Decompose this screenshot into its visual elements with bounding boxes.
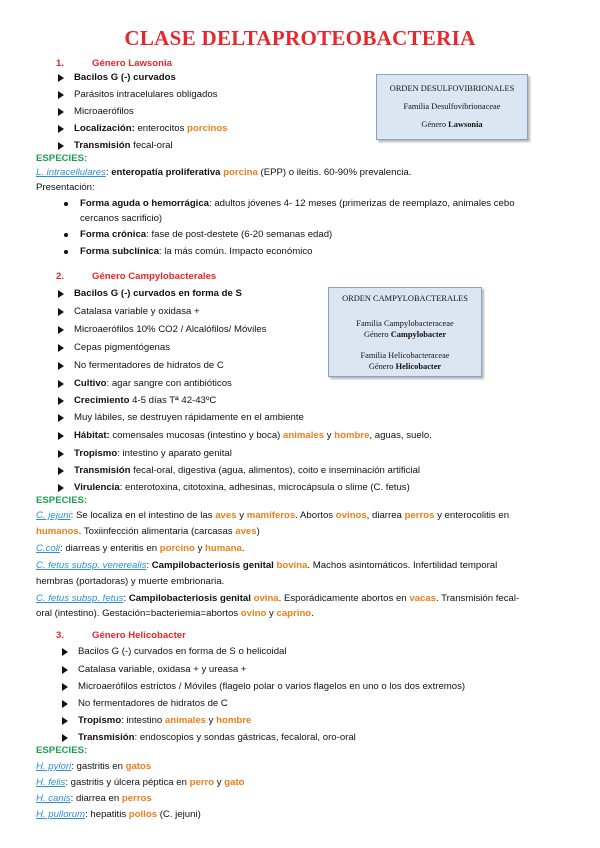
page-title: CLASE DELTAPROTEOBACTERIA (124, 26, 476, 50)
species-line: H. felis: gastritis y úlcera péptica en perro y gato (36, 777, 245, 788)
arrow-icon (58, 362, 64, 370)
arrow-icon (58, 326, 64, 334)
helico-bullet: Tropismo: intestino animales y hombre (78, 715, 252, 726)
arrow-icon (62, 683, 68, 691)
campy-bullet: Crecimiento 4-5 días Tª 42-43ºC (74, 395, 217, 406)
arrow-icon (58, 397, 64, 405)
arrow-icon (62, 700, 68, 708)
arrow-icon (58, 432, 64, 440)
species-paragraph: C. fetus subsp. venerealis: Campilobacteriosis genital bovina. Machos asintomáticos. Infertilidad temporal (36, 560, 498, 571)
box-genus: Género Helicobacter (368, 362, 442, 371)
campy-bullet: Hábitat: comensales mucosas (intestino y boca) animales y hombre, aguas, suelo. (74, 430, 432, 441)
campy-bullet: No fermentadores de hidratos de C (74, 360, 224, 371)
bullet-dot-icon (64, 250, 68, 254)
presentation-item: Forma subclínica: la más común. Impacto económico (80, 246, 313, 257)
arrow-icon (62, 734, 68, 742)
species-line: H. pylori: gastritis en gatos (36, 761, 152, 772)
arrow-icon (58, 484, 64, 492)
arrow-icon (58, 450, 64, 458)
species-line: L. intracellulares: enteropatía proliferativa porcina (EPP) o ileítis. 60-90% prevalencia. (36, 167, 412, 178)
box-family: Familia Campylobacteraceae (356, 319, 454, 328)
especies-label: ESPECIES: (36, 495, 88, 506)
species-paragraph-cont: humanos. Toxiinfección alimentaria (carcasas aves) (36, 526, 260, 537)
arrow-icon (58, 308, 64, 316)
taxonomy-box-lawsonia (376, 74, 528, 140)
arrow-icon (58, 91, 64, 99)
box-family: Familia Desulfovibrionaceae (403, 102, 501, 111)
lawsonia-bullet: Microaerófilos (74, 106, 134, 117)
helico-bullet: Transmisión: endoscopios y sondas gástricas, fecaloral, oro-oral (78, 732, 356, 743)
box-order: ORDEN DESULFOVIBRIONALES (389, 84, 515, 93)
arrow-icon (58, 414, 64, 422)
section-heading-campylobacterales: 2. Género Campylobacterales (56, 271, 217, 282)
arrow-icon (62, 666, 68, 674)
presentation-label: Presentación: (36, 182, 95, 193)
lawsonia-bullet: Parásitos intracelulares obligados (74, 89, 218, 100)
lawsonia-bullet: Localización: enterocitos porcinos (74, 123, 228, 134)
section-heading-lawsonia: 1. Género Lawsonia (56, 58, 172, 69)
campy-bullet: Tropismo: intestino y aparato genital (74, 448, 232, 459)
campy-bullet: Muy lábiles, se destruyen rápidamente en el ambiente (74, 412, 304, 423)
arrow-icon (58, 142, 64, 150)
especies-label: ESPECIES: (36, 745, 88, 756)
bullet-dot-icon (64, 233, 68, 237)
species-line: C.coli: diarreas y enteritis en porcino y humana. (36, 543, 245, 554)
presentation-item: Forma aguda o hemorrágica: adultos jóvenes 4- 12 meses (primerizas de reemplazo, animales cebo (80, 198, 515, 209)
arrow-icon (58, 290, 64, 298)
campy-bullet: Microaerófilos 10% CO2 / Alcalófilos/ Móviles (74, 324, 267, 335)
helico-bullet: No fermentadores de hidratos de C (78, 698, 228, 709)
campy-bullet: Catalasa variable y oxidasa + (74, 306, 200, 317)
arrow-icon (58, 467, 64, 475)
helico-bullet: Catalasa variable, oxidasa + y ureasa + (78, 664, 247, 675)
lawsonia-bullet: Transmisión fecal-oral (74, 140, 173, 151)
species-paragraph: C. fetus subsp. fetus: Campilobacteriosis genital ovina. Esporádicamente abortos en vacas. Transmisión fecal- (36, 593, 520, 604)
campy-bullet: Transmisión fecal-oral, digestiva (agua, alimentos), coito e inseminación artificial (74, 465, 421, 476)
campy-bullet: Virulencia: enterotoxina, citotoxina, adhesinas, microcápsula o slime (C. fetus) (74, 482, 410, 493)
species-line: H. canis: diarrea en perros (36, 793, 152, 804)
species-paragraph: C. jejuni: Se localiza en el intestino de las aves y mamíferos. Abortos ovinos, diarrea perros y enterocolitis en (36, 510, 510, 521)
arrow-icon (58, 108, 64, 116)
box-genus: Género Campylobacter (363, 330, 447, 339)
species-line: H. pullorum: hepatitis pollos (C. jejuni) (36, 809, 201, 820)
presentation-item-cont: cercanos sacrificio) (80, 213, 163, 224)
species-paragraph-cont: oral (intestino). Gestación=bacteriemia=abortos ovino y caprino. (36, 608, 314, 619)
presentation-item: Forma crónica: fase de post-destete (6-20 semanas edad) (80, 229, 333, 240)
campy-bullet: Cultivo: agar sangre con antibióticos (74, 378, 232, 389)
arrow-icon (58, 380, 64, 388)
taxonomy-box-campylobacterales (328, 287, 482, 377)
especies-label: ESPECIES: (36, 153, 88, 164)
bullet-dot-icon (64, 202, 68, 206)
species-paragraph-cont: hembras (portadoras) y muerte embrionaria. (36, 576, 225, 587)
arrow-icon (62, 717, 68, 725)
campy-bullet: Cepas pigmentógenas (74, 342, 171, 353)
helico-bullet: Bacilos G (-) curvados en forma de S o helicoidal (78, 646, 287, 657)
section-heading-helicobacter: 3. Género Helicobacter (56, 630, 186, 641)
arrow-icon (58, 125, 64, 133)
box-genus: Género Lawsonia (421, 120, 483, 129)
helico-bullet: Microaerófilos estrictos / Móviles (flagelo polar o varios flagelos en uno o los dos extremos) (78, 681, 466, 692)
arrow-icon (58, 74, 64, 82)
box-family: Familia Helicobacteraceae (360, 351, 450, 360)
lawsonia-bullet: Bacilos G (-) curvados (74, 72, 176, 83)
campy-bullet: Bacilos G (-) curvados en forma de S (74, 288, 242, 299)
box-order: ORDEN CAMPYLOBACTERALES (342, 294, 468, 303)
arrow-icon (58, 344, 64, 352)
arrow-icon (62, 648, 68, 656)
